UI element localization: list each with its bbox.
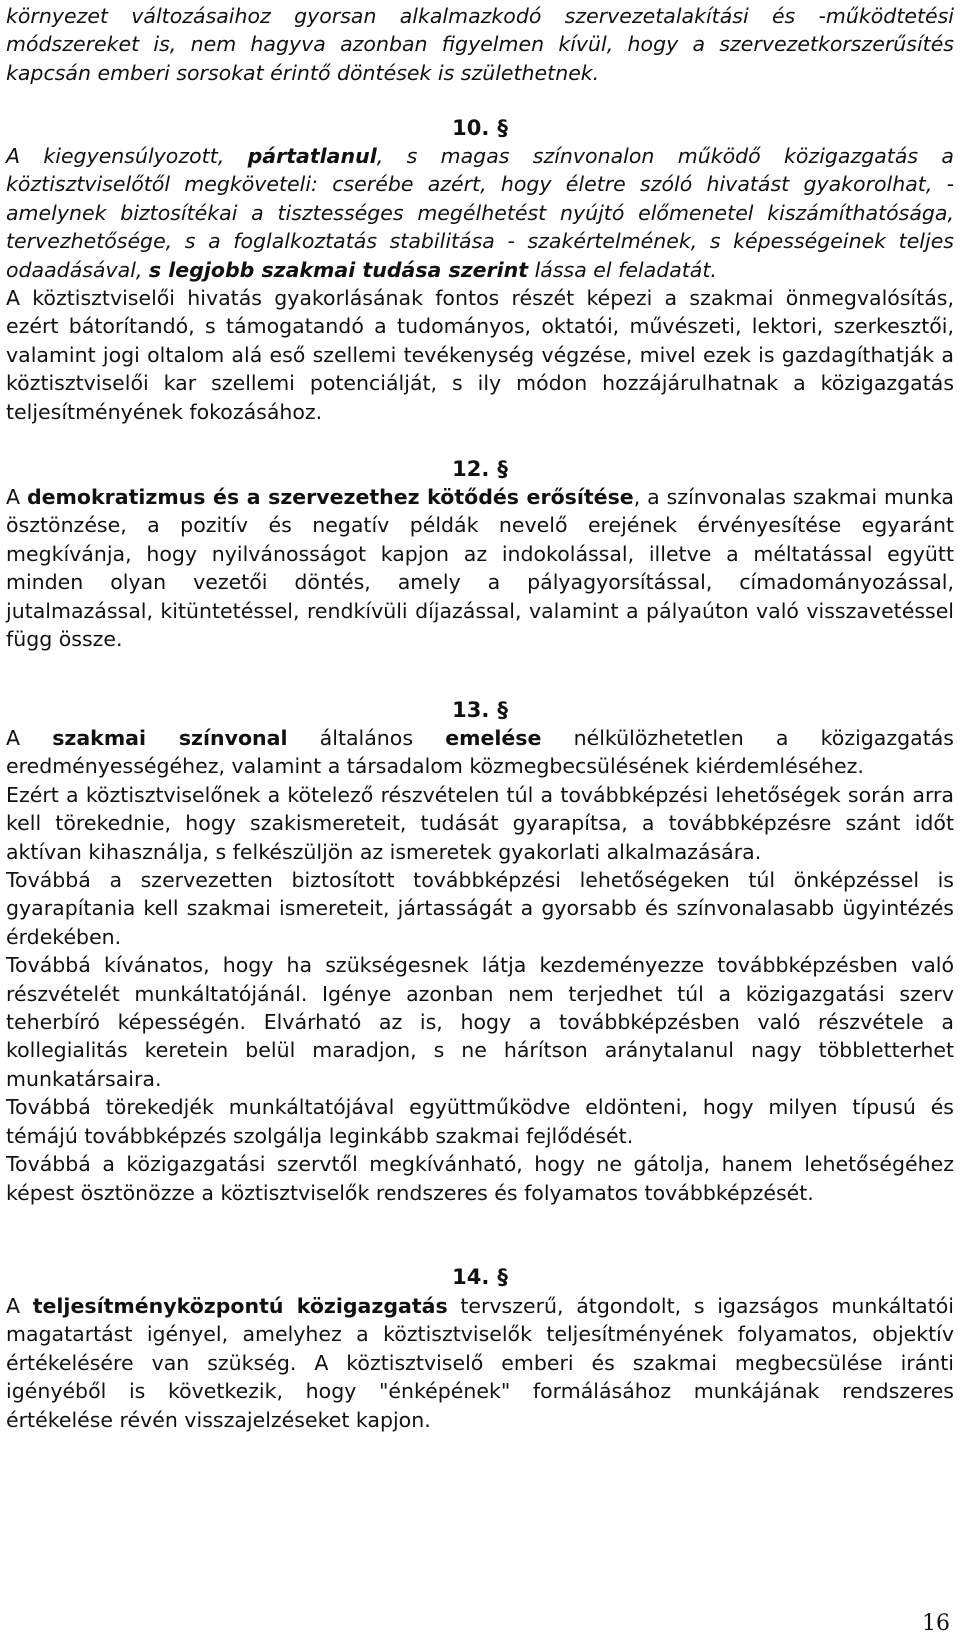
section-12-number: 12. bbox=[452, 457, 490, 481]
section-13-paragraph-2: Ezért a köztisztviselőnek a kötelező részvételen túl a továbbképzési lehetőségek során arra kell törekednie, hogy szakismereteit, tudását gyarapítsa, a továbbképzésre szánt időt aktívan kihasználja, s felkészüljön az ismeretek gyakorlati alkalmazására. bbox=[6, 782, 954, 864]
section-10-body-2 bbox=[6, 284, 954, 426]
section-14-body bbox=[6, 1292, 954, 1434]
section-14-heading bbox=[0, 1263, 960, 1291]
section-13-emphasis-1: szakmai színvonal bbox=[52, 726, 288, 750]
section-13-number: 13. bbox=[452, 698, 490, 722]
section-13-paragraph-3: Továbbá a szervezetten biztosított továbbképzési lehetőségeken túl önképzéssel is gyarapítania kell szakmai ismereteit, jártasságát a gyorsabb és színvonalasabb ügyintézés érdekében. bbox=[6, 868, 954, 949]
section-14-emphasis-1: teljesítményközpontú közigazgatás bbox=[32, 1294, 448, 1318]
intro-text: környezet változásaihoz gyorsan alkalmazkodó szervezetalakítási és -működtetési módszereket is, nem hagyva azonban figyelmen kívül, hogy a szervezetkorszerűsítés kapcsán emberi sorsokat érintő döntések is születhetnek. bbox=[6, 4, 954, 85]
section-12-symbol: § bbox=[497, 457, 508, 481]
section-10-paragraph-2: A köztisztviselői hivatás gyakorlásának fontos részét képezi a szakmai önmegvalósítás, ezért bátorítandó, s támogatandó a tudományos, oktatói, művészeti, lektori, szerkesztői, valamint jogi oltalom alá eső szellemi tevékenység végzése, mivel ezek is gazdagíthatják a köztisztviselői kar szellemi potenciálját, s ily módon hozzájárulhatnak a közigazgatás teljesítményének fokozásához. bbox=[6, 286, 954, 424]
section-13-symbol: § bbox=[497, 698, 508, 722]
section-13-paragraph-5: Továbbá törekedjék munkáltatójával együttműködve eldönteni, hogy milyen típusú és témájú továbbképzés szolgálja leginkább szakmai fejlődését. bbox=[6, 1095, 954, 1148]
section-10-symbol: § bbox=[497, 116, 508, 140]
section-14-number: 14. bbox=[452, 1265, 490, 1289]
section-10-heading bbox=[0, 114, 960, 142]
intro-paragraph bbox=[6, 2, 954, 87]
section-12-heading bbox=[0, 455, 960, 483]
section-14-paragraph-1: A teljesítményközpontú közigazgatás tervszerű, átgondolt, s igazságos munkáltatói magatartást igényel, amelyhez a köztisztviselők teljesítményének folyamatos, objektív értékelésére van szükség. A köztisztviselő emberi és szakmai megbecsülése iránti igényéből is következik, hogy "énképének" formálásához munkájának rendszeres értékelése révén visszajelzéseket kapjon. bbox=[6, 1294, 954, 1432]
section-12-body bbox=[6, 483, 954, 653]
section-13-heading bbox=[0, 696, 960, 724]
section-13-emphasis-2: emelése bbox=[445, 726, 542, 750]
section-14-symbol: § bbox=[497, 1265, 508, 1289]
section-13-paragraph-1: A szakmai színvonal általános emelése nélkülözhetetlen a közigazgatás eredményességéhez, valamint a társadalom közmegbecsülésének kiérdemléséhez. bbox=[6, 726, 954, 779]
section-13-paragraph-4: Továbbá kívánatos, hogy ha szükségesnek látja kezdeményezze továbbképzésben való részvételét munkáltatójánál. Igénye azonban nem terjedhet túl a közigazgatási szerv teherbíró képességén. Elvárható az is, hogy a továbbképzésben való részvétele a kollegialitás keretein belül maradjon, s ne hárítson aránytalanul nagy többletterhet munkatársaira. bbox=[6, 953, 954, 1091]
section-10-emphasis-1: pártatlanul bbox=[247, 144, 377, 168]
page-number: 16 bbox=[922, 1611, 950, 1636]
section-12-paragraph-1: A demokratizmus és a szervezethez kötődés erősítése, a színvonalas szakmai munka ösztönzése, a pozitív és negatív példák nevelő erejének érvényesítése egyaránt megkívánja, hogy nyilvánosságot kapjon az indokolással, illetve a méltatással együtt minden olyan vezetői döntés, amely a pályagyorsítással, címadományozással, jutalmazással, kitüntetéssel, rendkívüli díjazással, valamint a pályaúton való visszavetéssel függ össze. bbox=[6, 485, 954, 652]
section-12-emphasis-1: demokratizmus és a szervezethez kötődés erősítése bbox=[26, 485, 634, 509]
section-13-paragraph-6: Továbbá a közigazgatási szervtől megkívánható, hogy ne gátolja, hanem lehetőségéhez képest ösztönözze a köztisztviselők rendszeres és folyamatos továbbképzését. bbox=[6, 1152, 954, 1205]
section-10-emphasis-2: s legjobb szakmai tudása szerint bbox=[148, 257, 529, 282]
section-10-number: 10. bbox=[452, 116, 490, 140]
section-13-body bbox=[6, 724, 954, 1207]
section-10-paragraph-1: A kiegyensúlyozott, pártatlanul, s magas színvonalon működő közigazgatás a köztisztviselőtől megköveteli: cserébe azért, hogy életre szóló hivatást gyakorolhat, -amelynek biztosítékai a tisztességes megélhetést nyújtó előmenetel kiszámíthatósága, tervezhetősége, s a foglalkoztatás stabilitása - szakértelmének, s képességeinek teljes odaadásával, s legjobb szakmai tudása szerint lássa el feladatát. bbox=[6, 144, 954, 282]
section-10-body bbox=[6, 142, 954, 284]
